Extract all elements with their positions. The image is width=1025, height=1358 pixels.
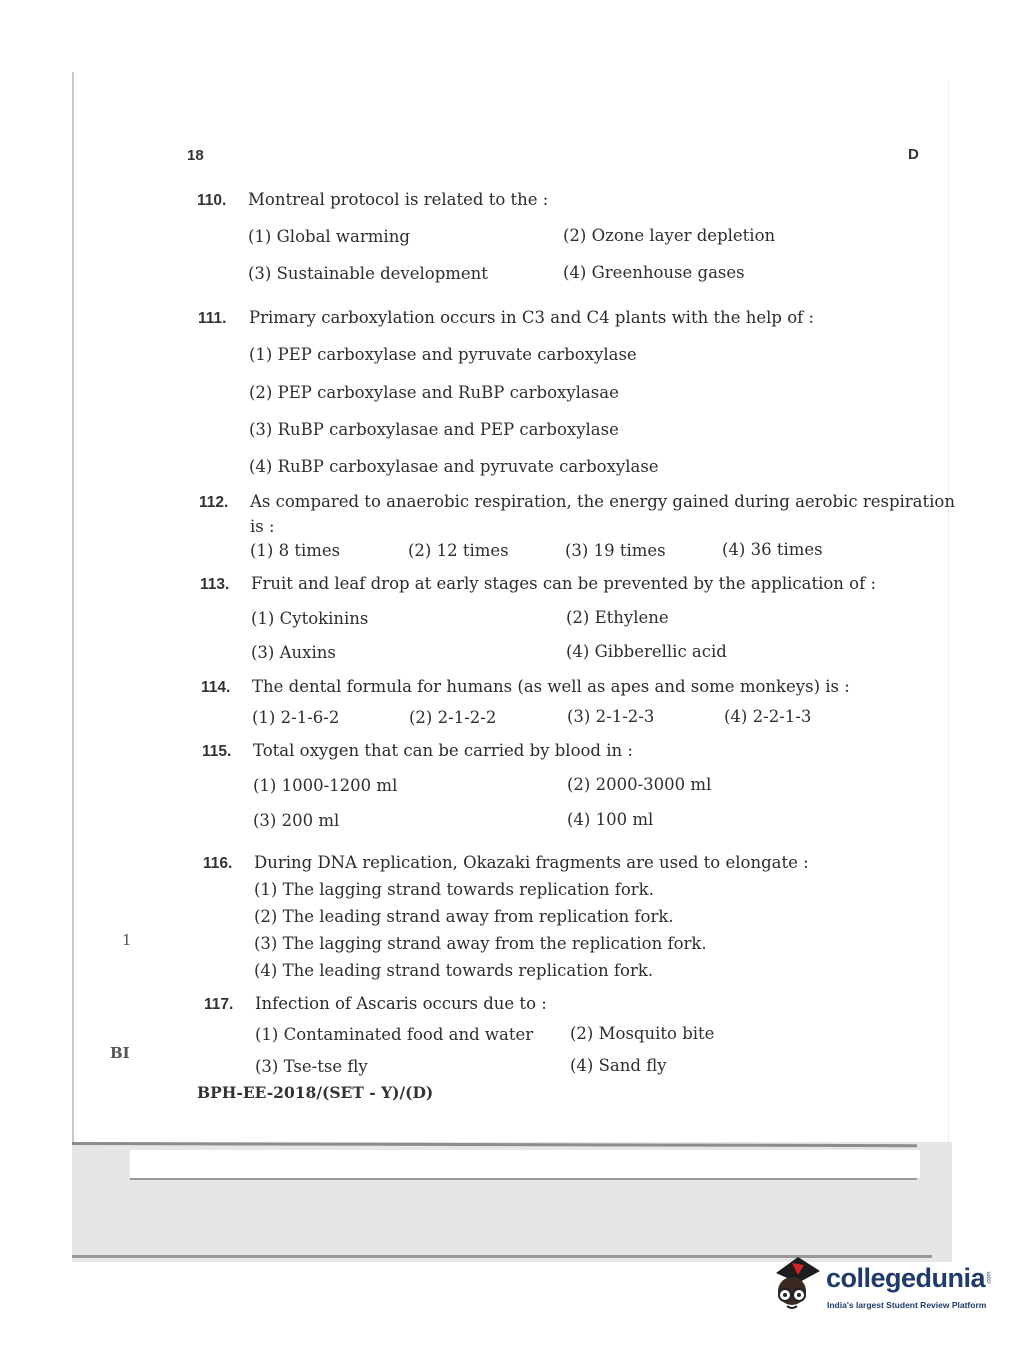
margin-note-bf: BI	[110, 1044, 130, 1062]
page-fold-flap	[130, 1150, 920, 1178]
option-2: (2) PEP carboxylase and RuBP carboxylasae	[249, 383, 619, 402]
question-text: Infection of Ascaris occurs due to :	[255, 994, 547, 1013]
option-2: (2) Ozone layer depletion	[563, 226, 776, 245]
page-right-edge	[948, 80, 949, 1180]
question-number: 113.	[200, 576, 230, 593]
margin-note-one: 1	[122, 931, 132, 949]
option-1: (1) Cytokinins	[251, 609, 369, 628]
option-1: (1) 8 times	[250, 541, 341, 560]
collegedunia-logo	[768, 1253, 998, 1323]
option-1: (1) 2-1-6-2	[252, 708, 340, 727]
option-4: (4) 100 ml	[567, 810, 654, 829]
option-3: (3) 2-1-2-3	[567, 707, 655, 726]
option-4: (4) The leading strand towards replication fork.	[254, 961, 654, 980]
question-text: As compared to anaerobic respiration, the energy gained during aerobic respiration	[250, 492, 955, 511]
question-text: Montreal protocol is related to the :	[248, 190, 549, 209]
question-number: 110.	[197, 192, 227, 209]
option-3: (3) 19 times	[565, 541, 666, 560]
option-1: (1) PEP carboxylase and pyruvate carboxylase	[249, 345, 637, 364]
option-2: (2) Ethylene	[566, 608, 669, 627]
option-2: (2) The leading strand away from replication fork.	[254, 907, 674, 926]
option-4: (4) RuBP carboxylasae and pyruvate carboxylase	[249, 457, 659, 476]
option-2: (2) Mosquito bite	[570, 1024, 715, 1043]
option-1: (1) Contaminated food and water	[255, 1025, 534, 1044]
question-text-continued: is :	[250, 517, 275, 536]
option-3: (3) Auxins	[251, 643, 336, 662]
option-1: (1) 1000-1200 ml	[253, 776, 398, 795]
option-4: (4) 36 times	[722, 540, 823, 559]
question-text: Primary carboxylation occurs in C3 and C4 plants with the help of :	[249, 308, 815, 327]
question-number: 117.	[204, 996, 234, 1013]
page-number: 18	[187, 147, 204, 164]
brand-tagline: India's largest Student Review Platform	[827, 1300, 987, 1310]
page-fold-line-lower	[130, 1178, 917, 1180]
option-3: (3) Sustainable development	[248, 264, 488, 283]
option-2: (2) 12 times	[408, 541, 509, 560]
question-number: 114.	[201, 679, 231, 696]
option-1: (1) The lagging strand towards replication fork.	[254, 880, 654, 899]
question-text: During DNA replication, Okazaki fragments are used to elongate :	[254, 853, 809, 872]
question-number: 111.	[198, 310, 227, 327]
question-text: The dental formula for humans (as well as apes and some monkeys) is :	[252, 677, 850, 696]
page-left-edge	[72, 72, 74, 1242]
exam-code-footer: BPH-EE-2018/(SET - Y)/(D)	[197, 1083, 434, 1102]
option-3: (3) The lagging strand away from the replication fork.	[254, 934, 707, 953]
brand-name: collegedunia	[826, 1263, 986, 1293]
option-3: (3) 200 ml	[253, 811, 340, 830]
option-3: (3) RuBP carboxylasae and PEP carboxylase	[249, 420, 619, 439]
option-4: (4) Sand fly	[570, 1056, 667, 1075]
mascot-icon	[768, 1253, 824, 1319]
question-text: Fruit and leaf drop at early stages can be prevented by the application of :	[251, 574, 877, 593]
set-code: D	[908, 146, 919, 163]
option-2: (2) 2000-3000 ml	[567, 775, 712, 794]
option-3: (3) Tse-tse fly	[255, 1057, 368, 1076]
question-number: 115.	[202, 743, 232, 760]
question-text: Total oxygen that can be carried by blood in :	[253, 741, 633, 760]
brand-suffix: .com	[986, 1271, 993, 1285]
option-4: (4) 2-2-1-3	[724, 707, 812, 726]
option-4: (4) Greenhouse gases	[563, 263, 745, 282]
option-1: (1) Global warming	[248, 227, 410, 246]
option-2: (2) 2-1-2-2	[409, 708, 497, 727]
question-number: 112.	[199, 494, 229, 511]
question-number: 116.	[203, 855, 233, 872]
option-4: (4) Gibberellic acid	[566, 642, 727, 661]
